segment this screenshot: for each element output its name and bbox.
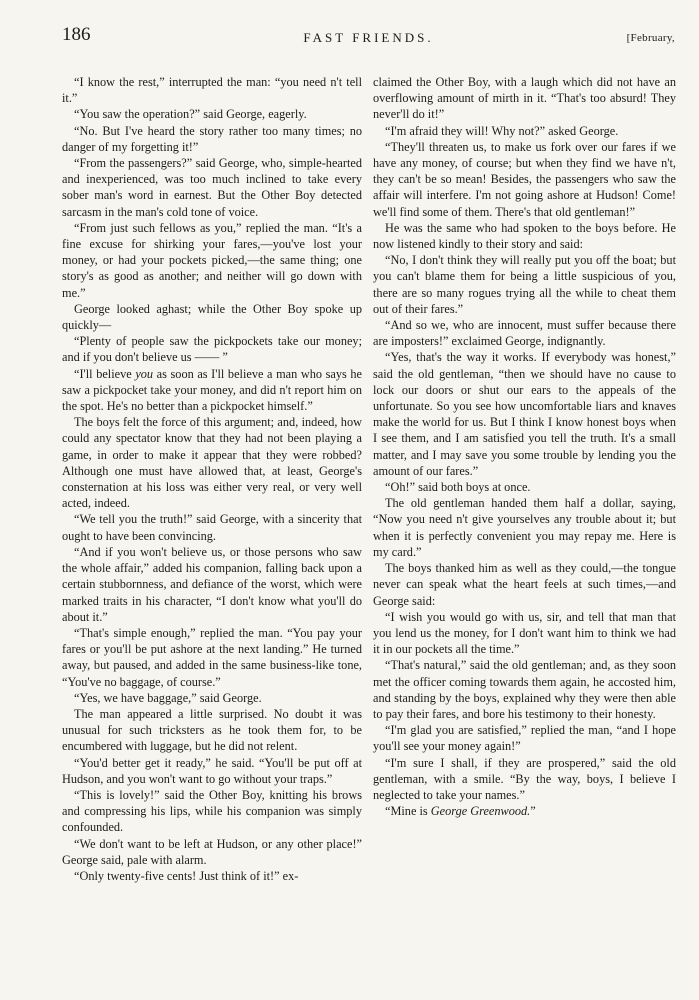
- paragraph: “From the passengers?” said George, who, simple-hearted and inexperienced, was too much inclined to take every sober man's word in earnest. But the Other Boy detected sarcasm in the man's cold tone of voice.: [62, 156, 362, 219]
- paragraph: “That's simple enough,” replied the man. “You pay your fares or you'll be put ashore at the next landing.” He turned away, but paused, and added in the same business-like tone, “You've no baggage, of course.”: [62, 625, 362, 689]
- paragraph: “Yes, that's the way it works. If everybody was honest,” said the old gentleman, “then we should have no cause to lock our doors or shut our ears to the appeals of the unfortunate. So you see how uncomfortable liars and knaves make the world for us. But I think I know honest boys when I see them, and I am satisfied you tell the truth. It's a small matter, and I may save you some trouble by lending you the amount of our fares.”: [373, 350, 676, 478]
- running-title: FAST FRIENDS.: [303, 30, 434, 45]
- paragraph: “And if you won't believe us, or those persons who saw the whole affair,” added his companion, falling back upon a certain stubbornness, and defiance of the worst, which were marked traits in his character, “I don't know what you'll do about it.”: [62, 544, 362, 624]
- paragraph: “You saw the operation?” said George, eagerly.: [74, 107, 307, 122]
- paragraph: “Plenty of people saw the pickpockets take our money; and if you don't believe us —— ”: [62, 334, 362, 365]
- paragraph: The old gentleman handed them half a dollar, saying, “Now you need n't give yourselves any trouble about it; but when it is perfectly convenient you may repay me. Here is my card.”: [373, 496, 676, 559]
- paragraph: The man appeared a little surprised. No doubt it was unusual for such tricksters as he took them for, to be encumbered with luggage, but he did not relent.: [62, 706, 362, 754]
- paragraph: “That's natural,” said the old gentleman; and, as they soon met the officer coming towards them again, he accosted him, and standing by the boys, explained why they were then able to pay their fares, and bore his testimony to their honesty.: [373, 658, 676, 721]
- paragraph: “They'll threaten us, to make us fork over our fares if we have any money, of course; but when they find we have n't, they can't be so mean! Besides, the passengers who saw the affair will interfere. I'm not going ashore at Hudson! Come! we'll find some of them. There's that old gentleman!”: [373, 139, 676, 219]
- page-number: 186: [62, 24, 91, 45]
- paragraph: George looked aghast; while the Other Boy spoke up quickly—: [62, 301, 362, 333]
- paragraph: “No, I don't think they will really put you off the boat; but you can't blame them for being a little suspicious of you, there are so many rogues trying all the while to cheat them out of their fares.”: [373, 253, 676, 316]
- right-column: [373, 74, 676, 819]
- paragraph: “And so we, who are innocent, must suffer because there are imposters!” exclaimed George, indignantly.: [373, 318, 676, 349]
- paragraph: “Yes, we have baggage,” said George.: [74, 690, 262, 705]
- paragraph: “I wish you would go with us, sir, and tell that man that you lend us the money, for I don't want him to think we had it in our pockets all the time.”: [373, 609, 676, 657]
- paragraph: “I'm sure I shall, if they are prospered,” said the old gentleman, with a smile. “By the way, boys, I believe I neglected to take your names.”: [373, 755, 676, 802]
- issue-month: [February,: [626, 32, 675, 44]
- paragraph: “I'm glad you are satisfied,” replied the man, “and I hope you'll see your money again!”: [373, 723, 676, 754]
- left-column: [62, 74, 362, 884]
- paragraph-continued: claimed the Other Boy, with a laugh which did not have an overflowing amount of mirth in it. “That's too absurd! They never'll do it!”: [373, 75, 676, 122]
- paragraph: “Oh!” said both boys at once.: [385, 480, 531, 495]
- paragraph: “I know the rest,” interrupted the man: “you need n't tell it.”: [62, 75, 362, 106]
- paragraph: The boys thanked him as well as they could,—the tongue never can speak what the heart feels at such times,—and George said:: [373, 561, 676, 608]
- paragraph: “From just such fellows as you,” replied the man. “It's a fine excuse for shirking your fares,—you've lost your money, or had your pockets picked,—the same thing; one story's as good as another; and neither will go down with me.”: [62, 220, 362, 300]
- paragraph: “Mine is George Greenwood.”: [385, 804, 536, 819]
- paragraph: “This is lovely!” said the Other Boy, knitting his brows and compressing his lips, while his companion was simply confounded.: [62, 787, 362, 835]
- paragraph: The boys felt the force of this argument; and, indeed, how could any spectator know that they had not been playing a game, in order to make it appear that they were robbed? Although one must have allowed that, at least, George's consternation at his loss was either very real, or very well acted, indeed.: [62, 415, 362, 511]
- paragraph: “No. But I've heard the story rather too many times; no danger of my forgetting it!”: [62, 123, 362, 154]
- paragraph: “We tell you the truth!” said George, with a sincerity that ought to have been convincing.: [62, 512, 362, 543]
- paragraph: “You'd better get it ready,” he said. “You'll be put off at Hudson, and you won't want to go without your traps.”: [62, 755, 362, 786]
- paragraph: “We don't want to be left at Hudson, or any other place!” George said, pale with alarm.: [62, 836, 362, 867]
- paragraph: “Only twenty-five cents! Just think of it!” ex-: [74, 868, 299, 883]
- paragraph: “I'll believe you as soon as I'll believe a man who says he saw a pickpocket take your money, and did n't report him on the spot. He's no better than a pickpocket himself.”: [62, 366, 362, 414]
- paragraph: “I'm afraid they will! Why not?” asked George.: [385, 123, 619, 138]
- paragraph: He was the same who had spoken to the boys before. He now listened kindly to their story and said:: [373, 220, 676, 252]
- page-header: [62, 24, 675, 54]
